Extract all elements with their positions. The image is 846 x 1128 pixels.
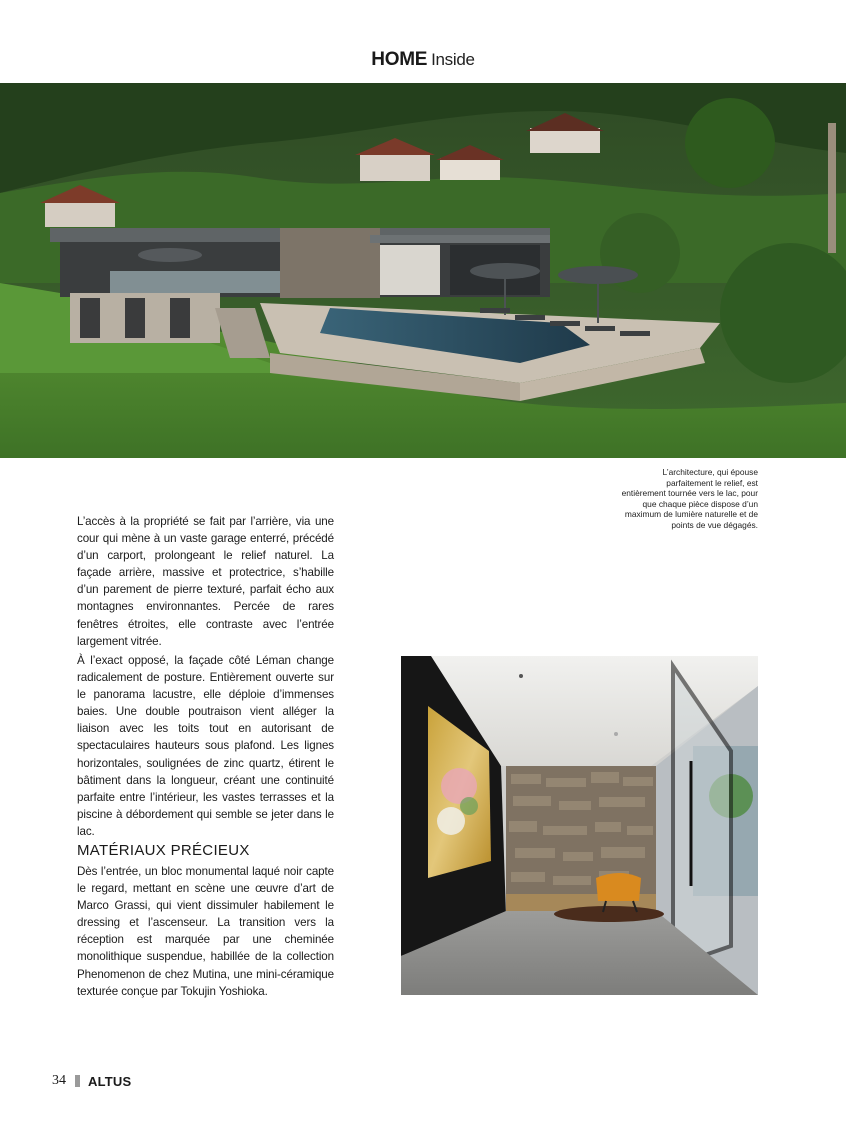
magazine-name: ALTUS [88,1073,132,1089]
page-number: 34 [52,1073,66,1088]
section-header-bold: HOME [371,49,428,70]
subheading-materials: MATÉRIAUX PRÉCIEUX [77,842,250,859]
article-column-3 [77,863,334,1000]
paragraph-lake-facade: À l’exact opposé, la façade côté Léman change radicalement de posture. Entièrement ouverte sur le panorama lacustre, elle déploie d’immenses baies. Une double poutraison vient alléger la liaison avec les toits tout en autorisant de spectaculaires hauteurs sous plafond. Les lignes horizontales, soulignées de zinc quartz, étirent le bâtiment dans la longueur, créant une continuité parfaite entre l’intérieur, les vastes terrasses et la piscine à débordement qui semble se jeter dans le lac. [77,654,334,838]
paragraph-access: L’accès à la propriété se fait par l’arrière, via une cour qui mène à un vaste garage enterré, précédé d’un carport, prolongeant le relief naturel. La façade arrière, massive et protectrice, s’habille d’un parement de pierre texturé, parfait écho aux montagnes environnantes. Percée de rares fenêtres étroites, elle contraste avec l’entrée largement vitrée. [77,515,334,648]
article-column [77,513,334,650]
villa-exterior-photo [0,83,846,458]
footer-separator [75,1075,80,1087]
section-header-light: Inside [431,50,475,69]
section-header [0,49,846,71]
entrance-interior-photo [401,656,758,995]
article-column-2 [77,652,334,840]
paragraph-entrance: Dès l’entrée, un bloc monumental laqué noir capte le regard, mettant en scène une œuvre d’art de Marco Grassi, qui vient dissimuler habilement le dressing et l’ascenseur. La transition vers la réception est marquée par une cheminée monolithique suspendue, habillée de la collection Phenomenon de chez Mutina, une mini-céramique texturée conçue par Tokujin Yoshioka. [77,865,334,998]
photo-caption: L’architecture, qui épouse parfaitement le relief, est entièrement tournée vers le lac, pour que chaque pièce dispose d’un maximum de lumière naturelle et de points de vue dégagés. [621,467,758,530]
page-footer [52,1073,131,1089]
